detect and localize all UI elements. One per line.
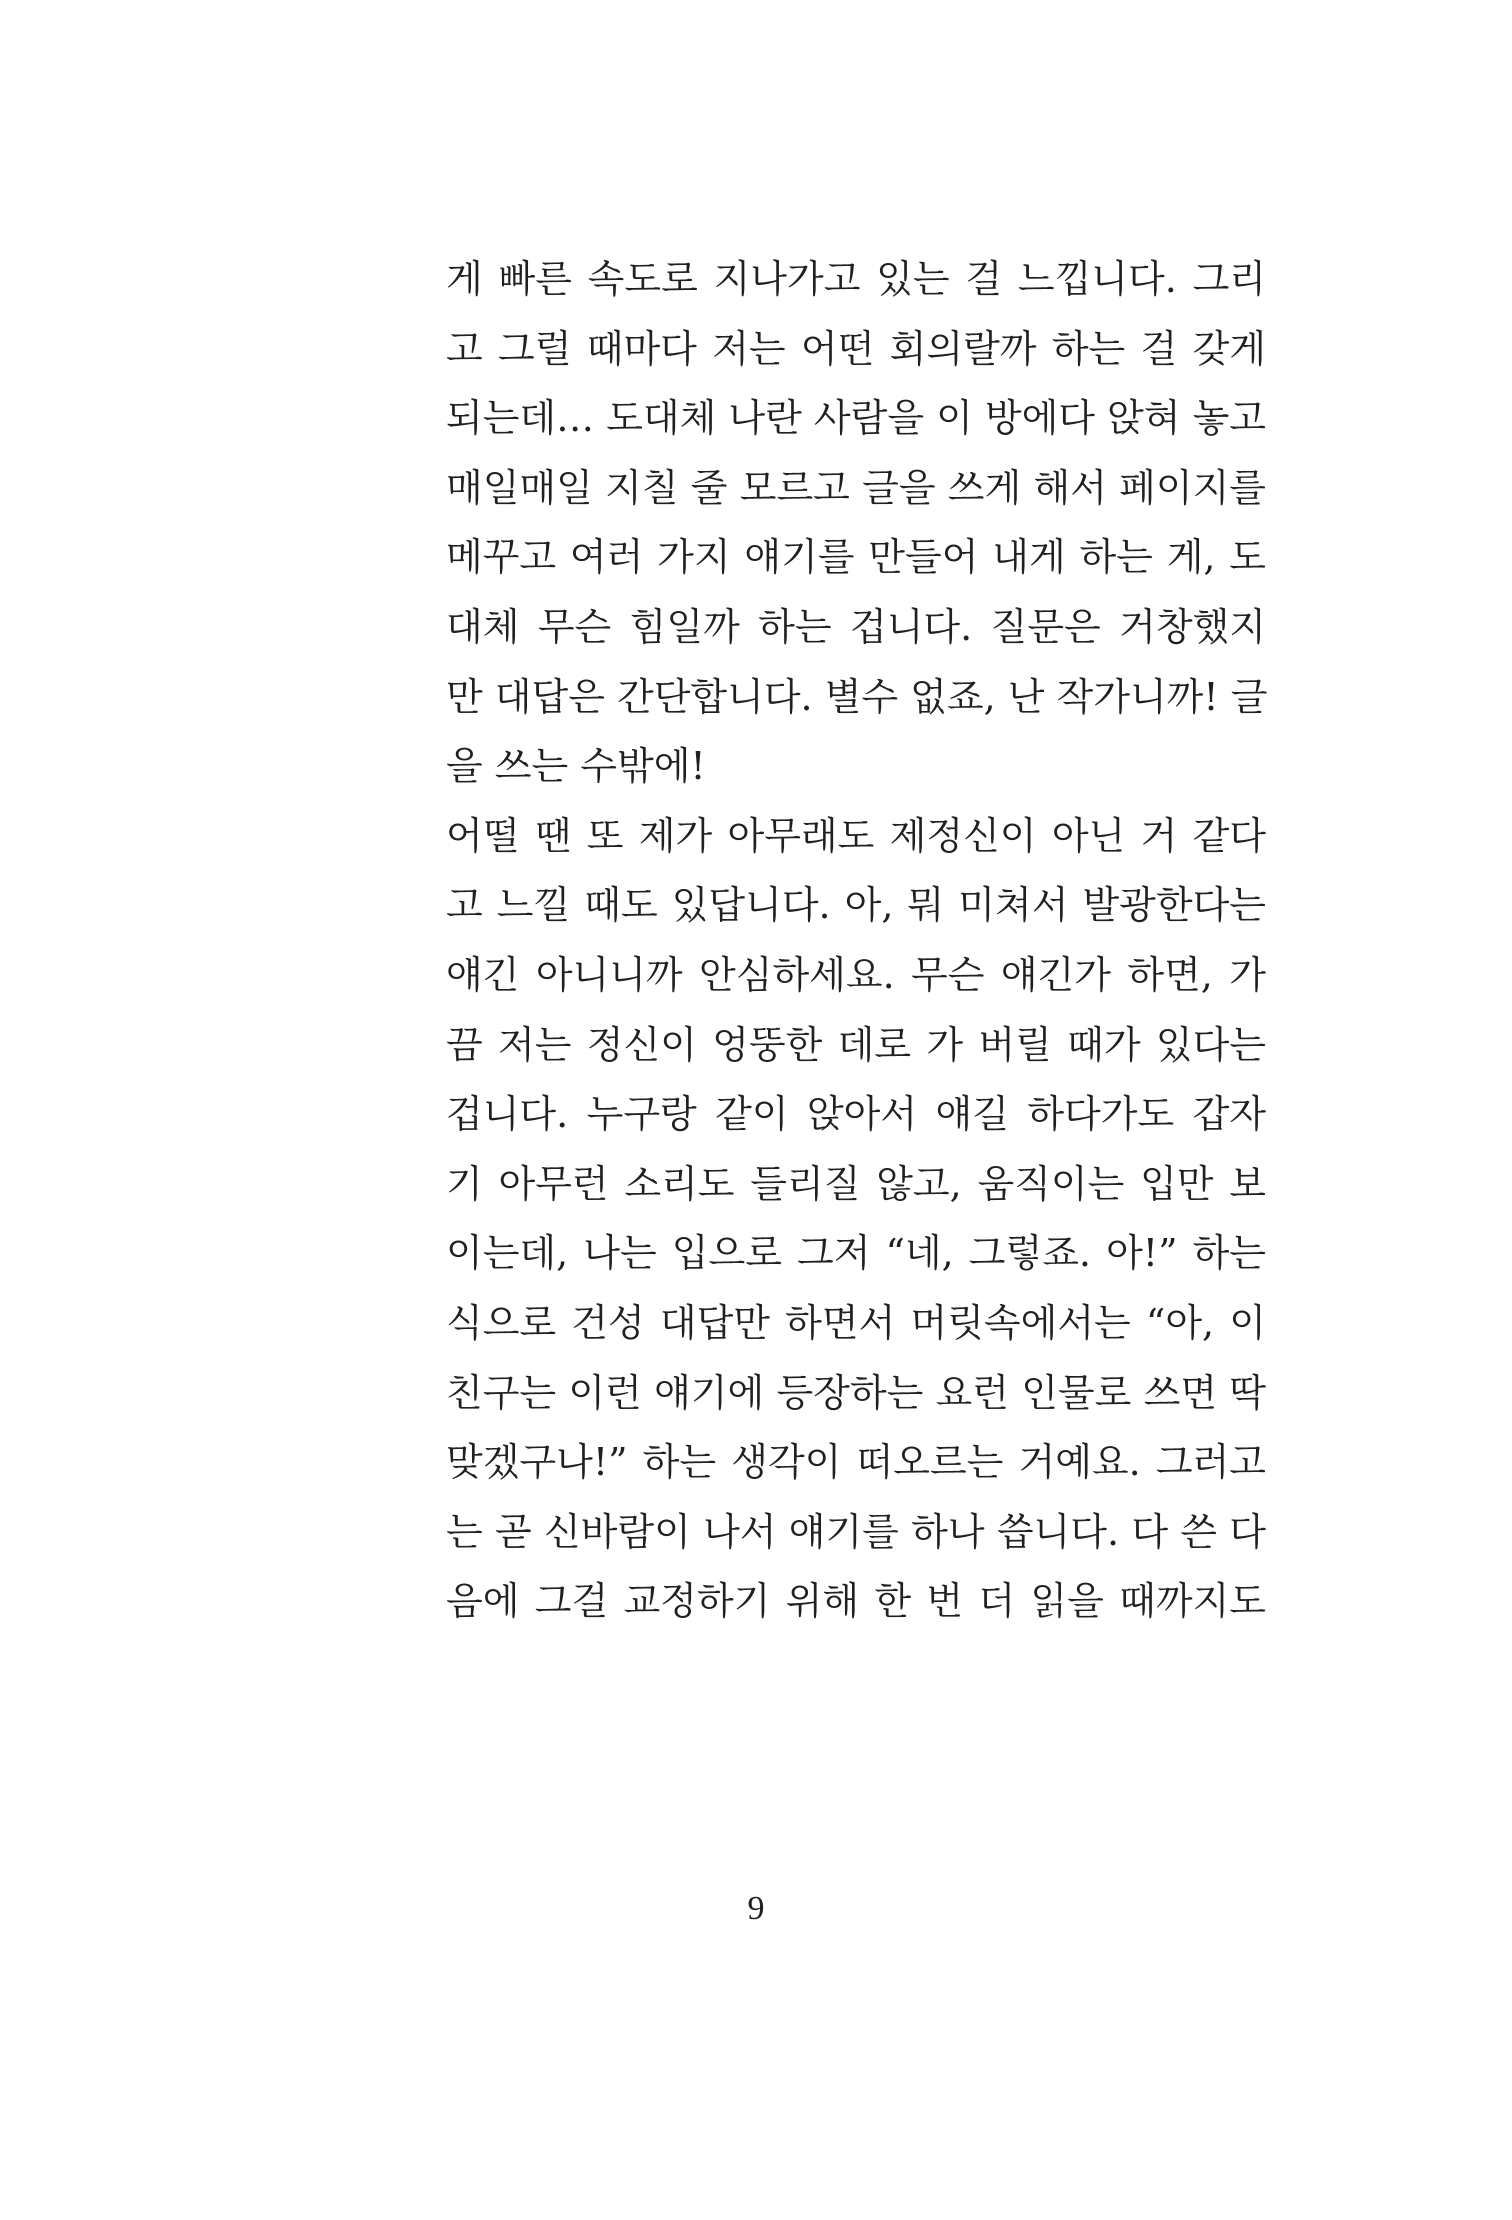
text-line: 만 대답은 간단합니다. 별수 없죠, 난 작가니까! 글 <box>446 674 1268 719</box>
text-line: 되는데… 도대체 나란 사람을 이 방에다 앉혀 놓고 <box>446 396 1267 441</box>
text-line: 게 빠른 속도로 지나가고 있는 걸 느낍니다. 그리 <box>446 257 1266 301</box>
text-line: 고 그럴 때마다 저는 어떤 회의랄까 하는 걸 갖게 <box>446 326 1266 371</box>
text-line: 는 곧 신바람이 나서 얘기를 하나 씁니다. 다 쓴 다 <box>446 1509 1266 1554</box>
text-line: 얘긴 아니니까 안심하세요. 무슨 얘긴가 하면, 가 <box>446 952 1266 997</box>
text-line: 식으로 건성 대답만 하면서 머릿속에서는 “아, 이 <box>446 1300 1266 1345</box>
text-line: 기 아무런 소리도 들리질 않고, 움직이는 입만 보 <box>446 1161 1266 1206</box>
text-line: 대체 무슨 힘일까 하는 겁니다. 질문은 거창했지 <box>446 604 1266 649</box>
text-line: 끔 저는 정신이 엉뚱한 데로 가 버릴 때가 있다는 <box>446 1022 1266 1067</box>
text-line: 음에 그걸 교정하기 위해 한 번 더 읽을 때까지도 <box>446 1579 1266 1624</box>
text-line: 맞겠구나!” 하는 생각이 떠오르는 거예요. 그러고 <box>446 1440 1266 1485</box>
text-line-paragraph-end: 을 쓰는 수밖에! <box>446 744 706 789</box>
text-line: 이는데, 나는 입으로 그저 “네, 그렇죠. 아!” 하는 <box>446 1231 1266 1276</box>
body-text <box>446 245 1266 1637</box>
text-line: 친구는 이런 얘기에 등장하는 요런 인물로 쓰면 딱 <box>446 1370 1266 1415</box>
text-line: 메꾸고 여러 가지 얘기를 만들어 내게 하는 게, 도 <box>446 535 1266 580</box>
page-number: 9 <box>747 1890 765 1927</box>
text-line: 어떨 땐 또 제가 아무래도 제정신이 아닌 거 같다 <box>446 813 1266 858</box>
text-line: 겁니다. 누구랑 같이 앉아서 얘길 하다가도 갑자 <box>446 1092 1266 1137</box>
text-line: 매일매일 지칠 줄 모르고 글을 쓰게 해서 페이지를 <box>446 465 1266 510</box>
text-line: 고 느낄 때도 있답니다. 아, 뭐 미쳐서 발광한다는 <box>446 883 1266 928</box>
